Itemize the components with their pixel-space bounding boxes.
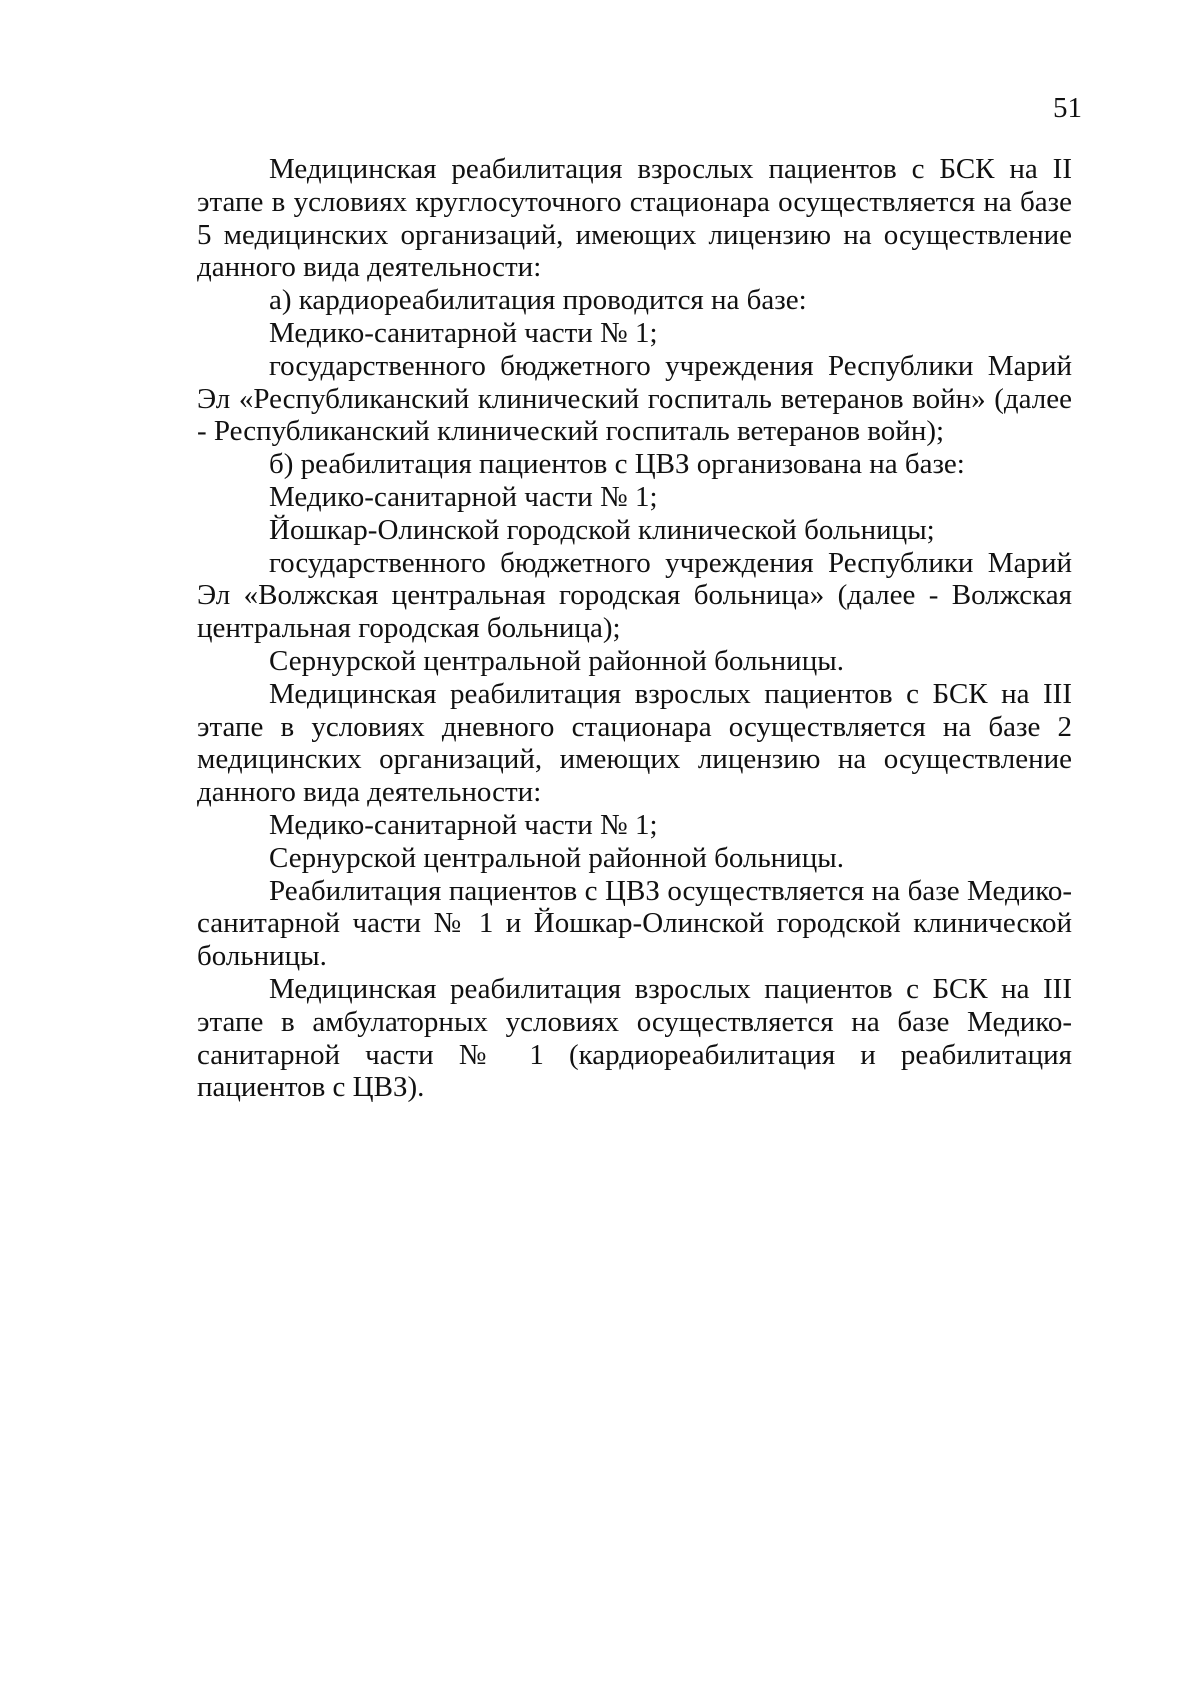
paragraph-stage-3-outpatient: Медицинская реабилитация взрослых пациентов с БСК на III этапе в амбулаторных условиях осуществляется на базе Медико-санитарной части № 1 (кардиореабилитация и реабилитация пациентов с ЦВЗ). xyxy=(197,972,1072,1104)
list-item: Медико-санитарной части № 1; xyxy=(269,480,658,513)
page-number: 51 xyxy=(1053,92,1082,124)
list-item: Медико-санитарной части № 1; xyxy=(269,808,658,841)
paragraph-cvd-header: б) реабилитация пациентов с ЦВЗ организована на базе: xyxy=(269,448,965,481)
list-item: Сернурской центральной районной больницы. xyxy=(269,644,844,677)
list-item: государственного бюджетного учреждения Республики Марий Эл «Волжская центральная городская больница» (далее - Волжская центральная городская больница); xyxy=(197,546,1072,645)
paragraph-cardio-header: а) кардиореабилитация проводится на базе: xyxy=(269,284,807,317)
list-item: Медико-санитарной части № 1; xyxy=(269,316,658,349)
paragraph-stage-3-day-hospital: Медицинская реабилитация взрослых пациентов с БСК на III этапе в условиях дневного стационара осуществляется на базе 2 медицинских организаций, имеющих лицензию на осуществление данного вида деятельности: xyxy=(197,677,1072,809)
paragraph-stage-2-intro: Медицинская реабилитация взрослых пациентов с БСК на II этапе в условиях круглосуточного стационара осуществляется на базе 5 медицинских организаций, имеющих лицензию на осуществление данного вида деятельности: xyxy=(197,153,1072,284)
list-item: Йошкар-Олинской городской клинической больницы; xyxy=(269,513,935,546)
list-item: Сернурской центральной районной больницы. xyxy=(269,841,844,874)
document-body xyxy=(197,153,1072,1104)
paragraph-cvd-rehab: Реабилитация пациентов с ЦВЗ осуществляется на базе Медико-санитарной части № 1 и Йошкар-Олинской городской клинической больницы. xyxy=(197,874,1072,973)
list-item: государственного бюджетного учреждения Республики Марий Эл «Республиканский клинический госпиталь ветеранов войн» (далее - Республиканский клинический госпиталь ветеранов войн); xyxy=(197,349,1072,448)
